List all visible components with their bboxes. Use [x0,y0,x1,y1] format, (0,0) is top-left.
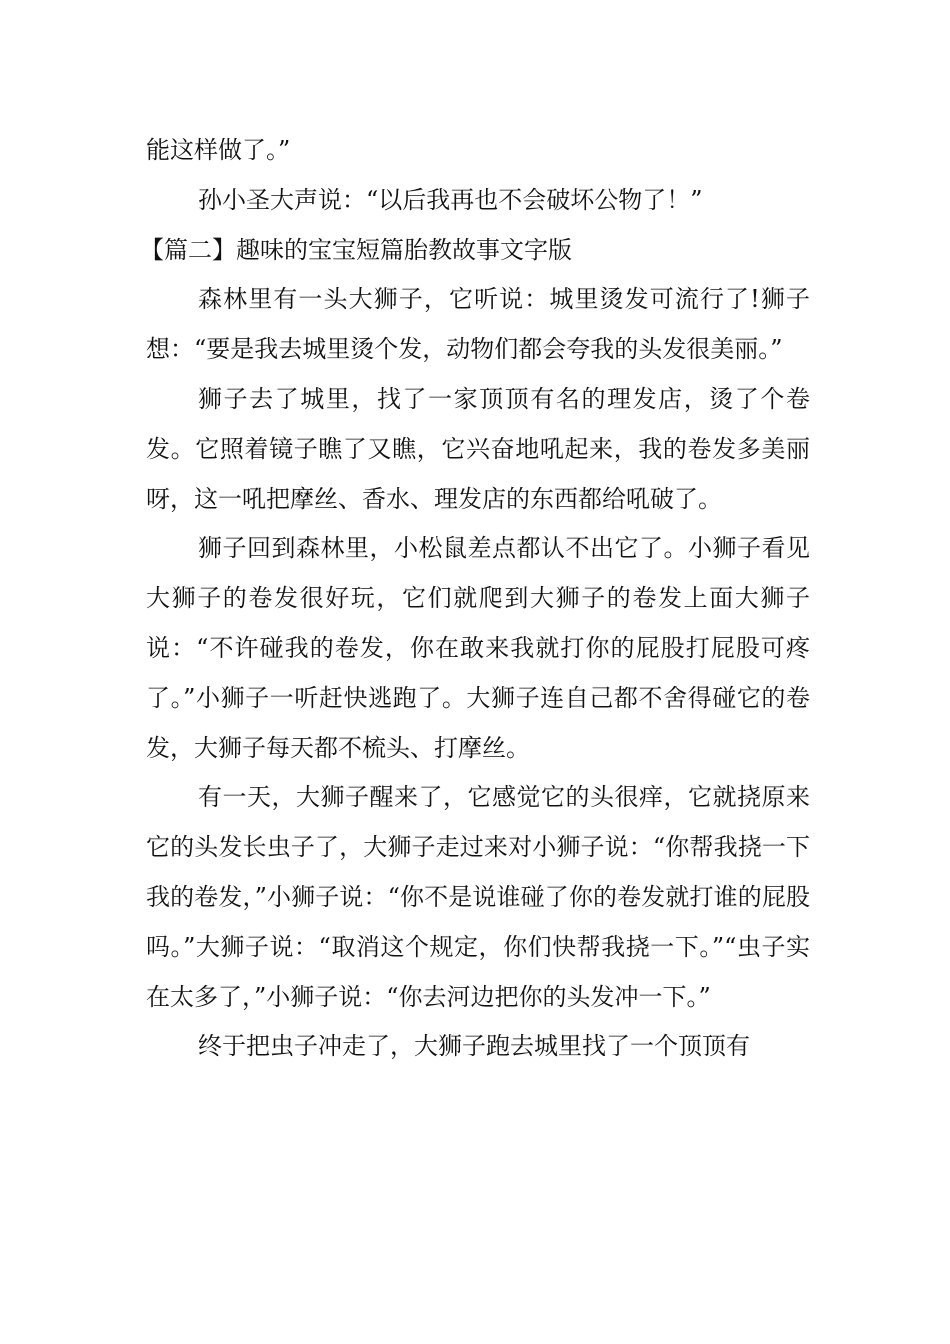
document-body [140,126,810,1072]
paragraph-sun-xiaosheng: 孙小圣大声说：“以后我再也不会破坏公物了！” [198,185,703,214]
story-paragraph-1: 森林里有一头大狮子，它听说：城里烫发可流行了!狮子想：“要是我去城里烫个发，动物们都会夸我的头发很美丽。” [146,285,810,364]
section-heading: 【篇二】趣味的宝宝短篇胎教故事文字版 [140,235,572,264]
story-paragraph-2: 狮子去了城里，找了一家顶顶有名的理发店，烫了个卷发。它照着镜子瞧了又瞧，它兴奋地吼起来，我的卷发多美丽呀，这一吼把摩丝、香水、理发店的东西都给吼破了。 [146,384,810,513]
story-paragraph-4: 有一天，大狮子醒来了，它感觉它的头很痒，它就挠原来它的头发长虫子了，大狮子走过来对小狮子说：“你帮我挠一下我的卷发，”小狮子说：“你不是说谁碰了你的卷发就打谁的屁股吗。”大狮子说：“取消这个规定，你们快帮我挠一下。”“虫子实在太多了，”小狮子说：“你去河边把你的头发冲一下。” [146,783,810,1011]
story-paragraph-5: 终于把虫子冲走了，大狮子跑去城里找了一个顶顶有 [198,1032,750,1061]
paragraph-continued: 能这样做了。” [146,136,291,164]
story-paragraph-3: 狮子回到森林里，小松鼠差点都认不出它了。小狮子看见大狮子的卷发很好玩，它们就爬到大狮子的卷发上面大狮子说：“不许碰我的卷发，你在敢来我就打你的屁股打屁股可疼了。”小狮子一听赶快逃跑了。大狮子连自己都不舍得碰它的卷发，大狮子每天都不梳头、打摩丝。 [146,534,810,762]
